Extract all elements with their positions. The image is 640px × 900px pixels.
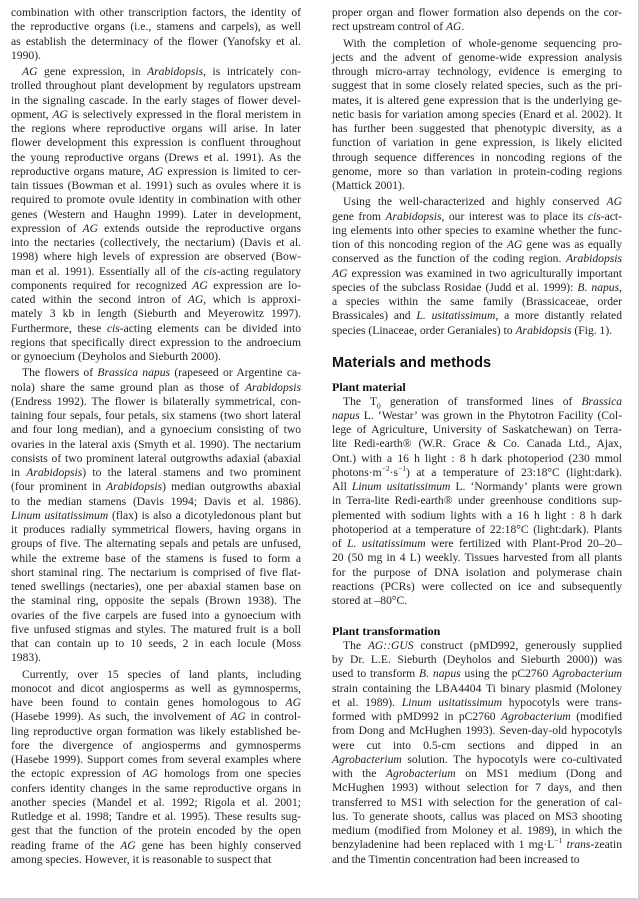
text-line: the ectopic expression of AG homologs from one species [11,767,301,781]
text-line: napus L. ‘Westar’ was grown in the Phytotron Facility (Col- [332,408,622,422]
text-line: reading frame of the AG gene has been highly conserved [11,838,301,852]
text-line: the staminal ring, opposite the sepals (Brown 1938). The [11,594,301,608]
text-line: McHughen 1993) without selection for 7 days, and then [332,781,622,795]
text-line: 1983). [11,651,41,665]
text-line: benzyladenine had been replaced with 1 $mg\cdot L^{-1}$ trans-zeatin [332,836,622,852]
text-line: have been found to contain genes homologous to AG [11,696,301,709]
text-line: (Mattick 2001). [332,179,405,192]
right-column [332,6,622,867]
text-line: Ont.) with a 16 h light : 8 h dark photoperiod (230 mmol [332,451,622,465]
text-line: proper organ and flower formation also depends on the cor- [332,6,622,19]
section-heading-materials-and-methods: Materials and methods [332,354,492,371]
text-line: regions that specifically direct expression to the androecium [11,335,301,349]
text-line: et al. 1989). Linum usitatissimum hypocotyls were trans- [332,695,622,709]
text-line: species (Linaceae, order Geraniales) to Arabidopsis (Fig. 1). [332,323,613,337]
paragraph [332,195,622,338]
text-line: (Hasebe 1999). As such, the involvement of AG in control- [11,710,302,724]
text-line: flower development this expression is confluent throughout [11,136,301,150]
text-line: mates, it is altered gene expression that is the underlying ge- [332,93,622,107]
text-line: Brassicales) and L. usitatissimum, a more distantly related [332,309,622,323]
text-line: tain tissues (Bowman et al. 1991) such as ovules where it is [11,179,301,192]
text-line: tion of this noncoding region of the AG gene was as equally [332,238,622,251]
text-line: Using the well-characterized and highly conserved AG [343,195,622,209]
text-line: (four prominent in Arabidopsis) median outgrowths abaxial [11,480,302,494]
text-line: The flowers of Brassica napus (rapeseed or Argentine ca- [22,366,301,380]
text-line: by Dr. L.E. Sieburth (Deyholos and Sieburth 2000)) was [332,653,622,666]
text-line: fore the divergence of angiosperms and gymnosperms [11,738,301,752]
text-line: photoperiod at a temperature of 22:18°C (light:dark). Plants [332,522,622,536]
text-line: ling reproductive organ formation was likely established be- [11,724,301,738]
text-line: monocot and dicot angiosperms as well as gymnosperms, [11,681,301,695]
paragraph [11,668,301,868]
text-line: the regions where reproductive organs will arise. In later [11,122,301,135]
text-line: medium (modified from Moloney et al. 1989), in which the [332,824,622,837]
text-line: taining four sepals, four petals, six stamens (two short lateral [11,409,301,422]
text-line: from Dong and McHughen 1993). Seven-day-old hypocotyls [332,724,622,738]
text-line: man et al. 1991). Essentially all of the cis-acting regulatory [11,264,301,278]
text-line: mately 3 kb in length (Sieburth and Meyerowitz 1997). [11,307,301,321]
text-line: consists of two prominent lateral outgrowths adaxial (abaxial [11,451,301,465]
text-line: 1990). [11,48,41,62]
text-line: short staminal ring. The nectarium is comprised of five flat- [11,565,301,579]
paragraph [332,639,622,867]
text-line: lus. To generate shoots, callus was placed on MS3 shooting [332,809,622,823]
text-line: conserved as the function of the coding region. Arabidopsis [332,252,622,266]
text-line: were cut into 0.5-cm sections and dipped in an [332,738,622,752]
text-line: to the median stamens (Davis 1994; Davis et al. 1986). [11,494,301,508]
text-line: lege of Agriculture, University of Saskatchewan) on Terra- [332,423,622,436]
text-line: in Terra-lite Redi-earth® under greenhouse conditions sup- [332,494,622,508]
text-line: tened swellings (nectaries), one per abaxial stamen base on [11,580,301,593]
subsection-heading-plant-material: Plant material [332,380,406,394]
text-line: rect upstream control of AG. [332,20,465,34]
text-line: combination with other transcription factors, the identity of [11,6,301,19]
text-line: nola) share the same ground plan as those of Arabidopsis [11,380,301,394]
text-line: with the Agrobacterium on MS1 medium (Dong and [332,767,623,780]
text-line: expression of AG extends outside the reproductive organs [11,221,301,235]
text-line: The $T_0$ generation of transformed lines of Brassica [343,394,623,410]
text-line: in Arabidopsis) to the lateral stamens and two prominent [11,466,301,479]
text-line: a species within the same family (Brassicaceae, order [332,295,622,308]
text-line: function of variation in gene expression, is likely elicited [332,136,622,150]
text-line: and four long median), and a gynoecium consisting of two [11,423,301,437]
text-line: opment, AG is selectively expressed in the floral meristem in [11,107,302,121]
text-line: Furthermore, these cis-acting elements can be divided into [11,321,302,335]
text-line: components required for recognized AG expression are lo- [11,278,301,292]
text-line: With the completion of whole-genome sequencing pro- [343,36,622,50]
text-line: five unfused stigmas and styles. The matured fruit is a boll [11,622,301,636]
text-line: (Hasebe 1999). Support comes from several examples where [11,753,301,766]
text-line: required to promote ovule identity in combination with other [11,193,301,207]
text-line: lite Redi-earth® (W.R. Grace & Co. Canada Ltd., Ajax, [332,437,622,451]
text-line: genes (Western and Haughn 1999). Later in development, [11,207,301,221]
text-line: through sequence differences in noncoding regions of the [332,150,622,164]
text-line: as establish the determinacy of the flower (Yanofsky et al. [11,34,301,48]
text-line: used to transform B. napus using the pC2760 Agrobacterium [332,667,622,681]
text-line: it produces radially symmetrical flowers, having organs in [11,523,301,536]
text-line: genome, more so than variation in protein-coding regions [332,164,622,178]
text-line: in the signaling cascade. In the early stages of flower devel- [11,93,301,107]
text-line: among species. However, it is reasonable to suspect that [11,852,272,866]
text-line: of L. usitatissimum were fertilized with Plant-Prod 20–20– [332,537,622,550]
text-line: stored at –80°C. [332,594,408,607]
text-line: AG gene expression, in Arabidopsis, is intricately con- [22,65,301,78]
text-line: plemented with sodium lights with a 16 h light : 8 h dark [332,508,622,522]
text-line: 1998) where high levels of expression are observed (Bow- [11,250,301,264]
text-line: ing elements into other species to examine whether the func- [332,223,622,237]
text-line: that can contain up to 10 seeds, 2 in each locule (Moss [11,637,301,650]
text-line: reactions (PCRs) were collected on ice and subsequently [332,579,622,593]
text-line: trolled throughout plant development by regulators upstream [11,79,301,93]
paragraph [332,395,622,609]
text-line: Linum usitatissimum (flax) is also a dicotyledonous plant but [11,508,301,522]
text-line: Currently, over 15 species of land plants, including [22,667,301,681]
text-line: Rutledge et al. 1998; Tandre et al. 1995). These results sug- [11,810,301,823]
text-line: for the purpose of DNA isolation and polymerase chain [332,565,622,579]
text-line: while the extreme base of the stamens is fused to form a [11,551,301,565]
text-line: suggest that in some closely related species, such as the pri- [332,79,622,93]
text-line: All Linum usitatissimum L. ‘Normandy’ plants were grown [332,480,622,493]
paragraph [332,37,622,194]
paragraph [11,366,301,665]
text-line: the young reproductive organs (Drews et al. 1991). As the [11,150,301,164]
paragraph [332,6,622,35]
text-line: ovaries of the five carpels are fused into a gynoecium with [11,608,301,622]
text-line: strain containing the LBA4404 Ti binary plasmid (Moloney [332,681,622,695]
text-line: has further been suggested that phenotypic diversity, as a [332,122,622,135]
text-line: the reproductive organs (i.e., stamens and carpels), as well [11,20,301,34]
text-line: gest that the function of the protein encoded by the open [11,824,301,838]
text-line: through micro-array technology, evidence is emerging to [332,65,622,78]
text-line: 20 (50 mg in 4 L) weekly. Tissues harvested from all plants [332,551,622,565]
text-line: confers identity changes in the same reproductive organs in [11,781,301,795]
text-line: netic basis for variation among species (Enard et al. 2002). It [332,107,622,121]
text-line: species of the subclass Rosidae (Judd et al. 1999): B. napus, [332,280,623,294]
text-line: gene from Arabidopsis, our interest was to place its cis-act- [332,209,622,223]
text-line: Agrobacterium solution. The hypocotyls were co-cultivated [332,752,622,766]
text-line: or gynoecium (Deyholos and Sieburth 2000). [11,350,221,363]
paragraph [11,65,301,364]
text-line: groups of five. The alternating sepals and petals are unfused, [11,537,301,551]
text-line: into the nectaries (collectively, the nectarium) (Davis et al. [11,236,301,249]
left-column [11,6,301,867]
text-line: another species (Mandel et al. 1992; Rigola et al. 2001; [11,795,301,809]
text-line: reproductive organs mature, AG expression is limited to cer- [11,164,301,178]
text-line: cated within the second intron of AG, which is approxi- [11,293,302,306]
text-line: formed with pMD992 in pC2760 Agrobacterium (modified [332,710,622,723]
paragraph [11,6,301,63]
text-line: ovaries in the lateral axis (Smyth et al. 1990). The nectarium [11,437,301,451]
text-line: jects and the advent of genome-wide expression analysis [332,50,622,64]
text-line: AG expression was examined in two agriculturally important [332,266,622,280]
text-line: transferred to MS1 with selection for the generation of cal- [332,795,622,809]
text-line: (Endress 1992). The flower is bilaterally symmetrical, con- [11,394,301,408]
text-line: $photons\cdot m^{-2}\cdot s^{-1}$) at a temperature of 23:18°C (light:dark). [332,463,622,479]
text-line: The AG::GUS construct (pMD992, generously supplied [343,638,622,652]
text-line: and the Timentin concentration had been increased to [332,852,580,866]
subsection-heading-plant-transformation: Plant transformation [332,624,441,639]
